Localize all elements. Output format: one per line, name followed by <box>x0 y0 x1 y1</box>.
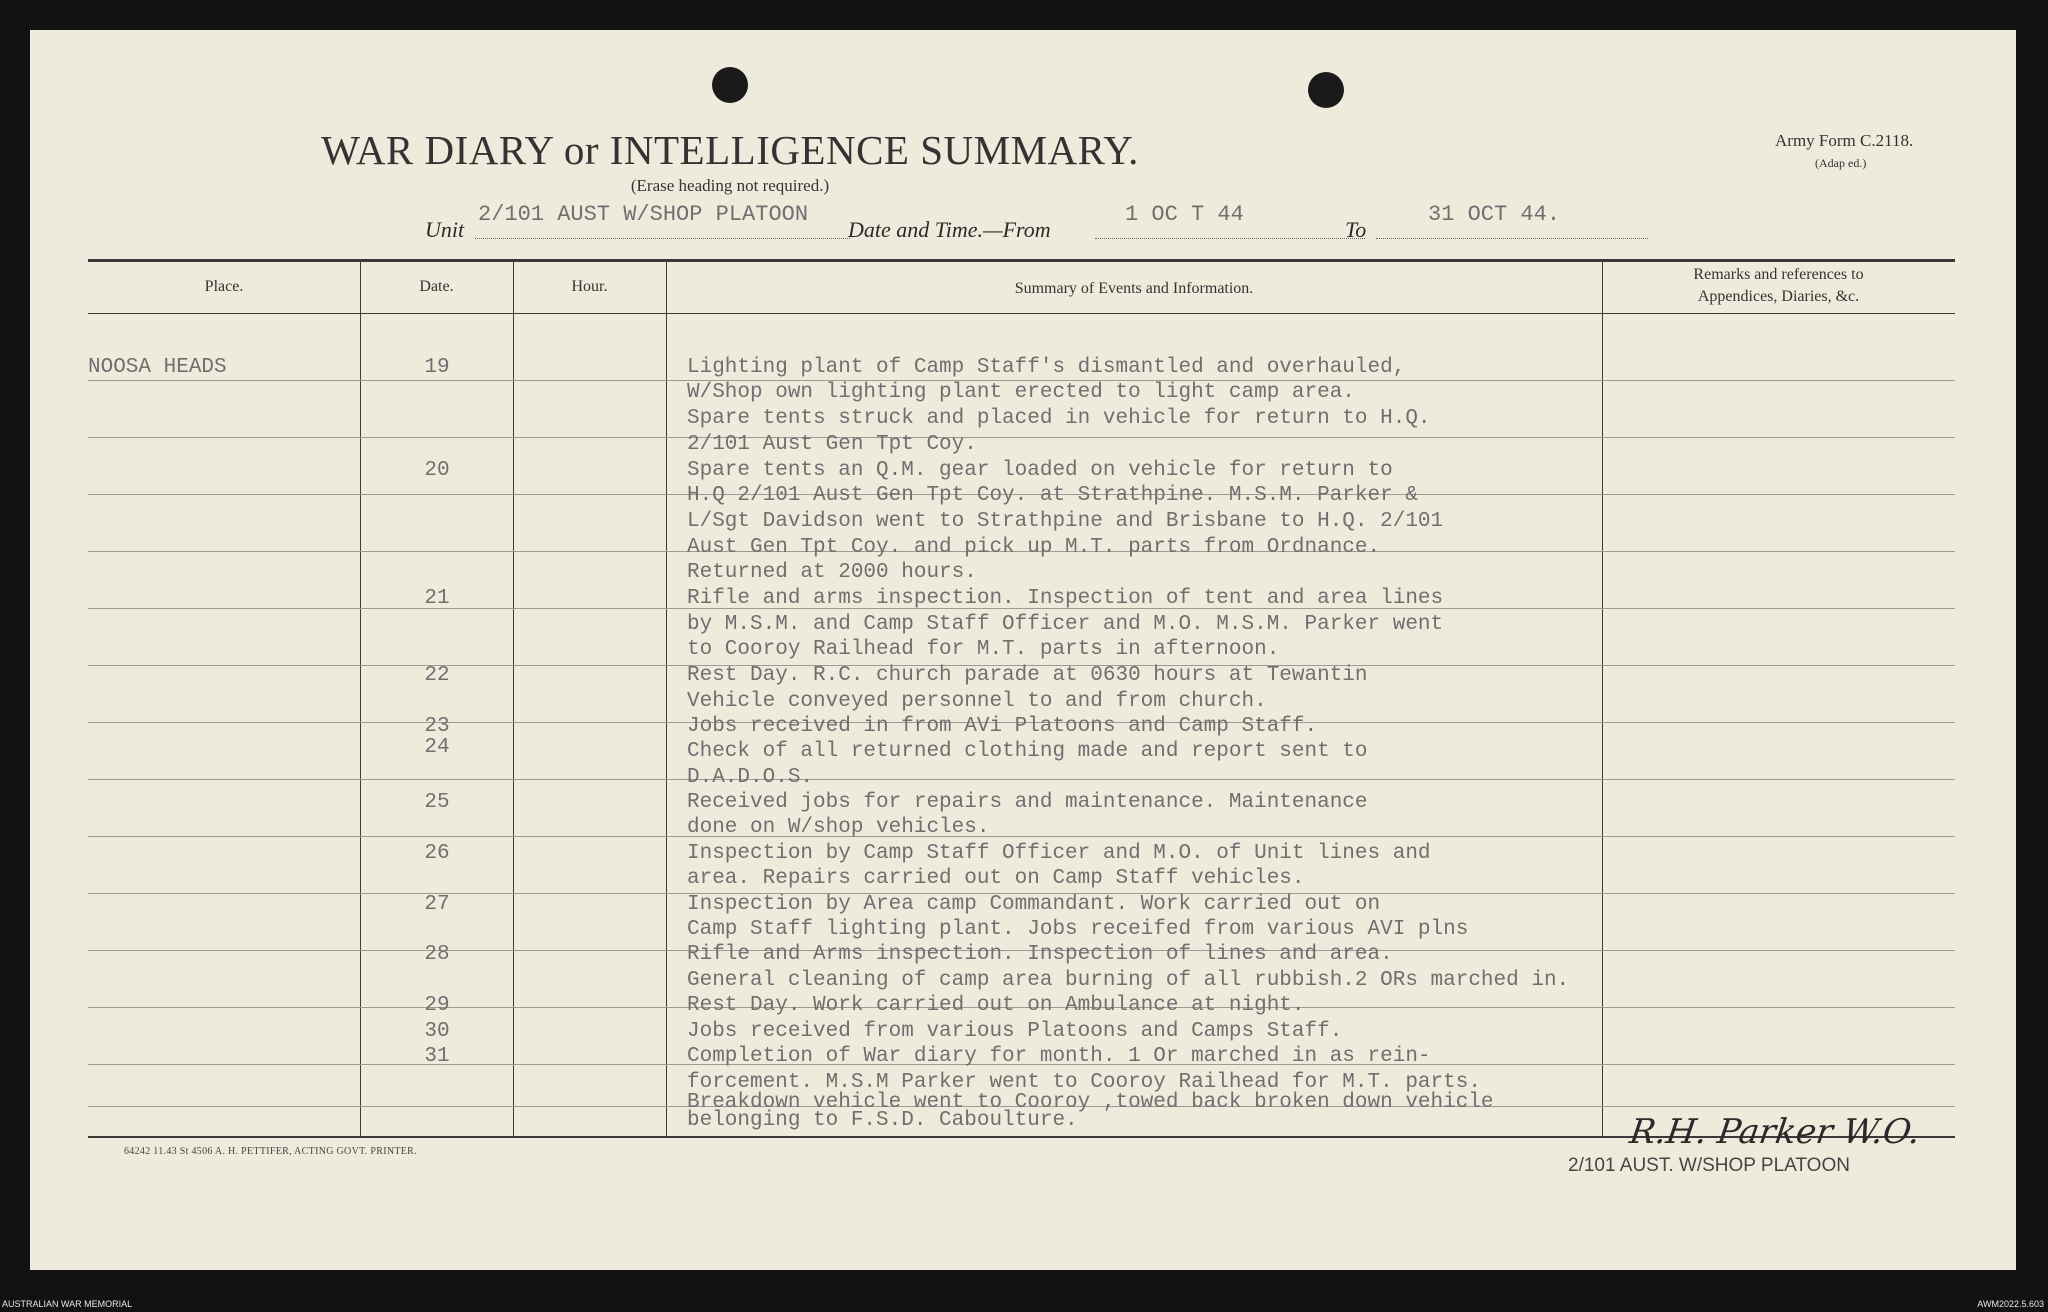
date-to-value: 31 OCT 44. <box>1428 202 1561 227</box>
summary-line: 2/101 Aust Gen Tpt Coy. <box>687 433 977 456</box>
punch-hole-right <box>1308 72 1344 108</box>
summary-line: Inspection by Area camp Commandant. Work carried out on <box>687 893 1381 916</box>
table-top-rule <box>88 259 1955 262</box>
col-header-remarks-line1: Remarks and references to <box>1693 266 1864 283</box>
col-header-place: Place. <box>204 278 244 295</box>
date-to-label: To <box>1345 217 1367 242</box>
summary-line: Rest Day. R.C. church parade at 0630 hours at Tewantin <box>687 664 1368 687</box>
date-cell: 19 <box>424 356 450 379</box>
summary-line: by M.S.M. and Camp Staff Officer and M.O. M.S.M. Parker went <box>687 613 1444 636</box>
form-title: WAR DIARY or INTELLIGENCE SUMMARY. <box>321 127 1139 173</box>
summary-line: belonging to F.S.D. Caboulture. <box>687 1109 1078 1132</box>
unit-label: Unit <box>425 217 465 242</box>
summary-line: Lighting plant of Camp Staff's dismantled and overhauled, <box>687 356 1406 379</box>
archive-caption: AUSTRALIAN WAR MEMORIAL <box>2 1299 133 1309</box>
summary-line: H.Q 2/101 Aust Gen Tpt Coy. at Strathpine. M.S.M. Parker & <box>687 484 1418 507</box>
date-cell: 31 <box>424 1045 450 1068</box>
date-from-label: Date and Time.—From <box>848 217 1051 242</box>
summary-line: D.A.D.O.S. <box>687 766 814 789</box>
summary-line: Vehicle conveyed personnel to and from church. <box>687 690 1267 713</box>
army-form-number: Army Form C.2118. <box>1775 131 1914 150</box>
date-cell: 29 <box>424 994 450 1017</box>
summary-line: Spare tents an Q.M. gear loaded on vehicle for return to <box>687 459 1393 482</box>
date-cell: 27 <box>424 893 450 916</box>
col-divider-3 <box>666 261 667 1137</box>
date-cell: 30 <box>424 1020 450 1043</box>
summary-line: Inspection by Camp Staff Officer and M.O. of Unit lines and <box>687 842 1431 865</box>
ruled-line <box>88 779 1955 780</box>
col-divider-1 <box>360 261 361 1137</box>
archive-reference: AWM2022.5.603 <box>1977 1299 2044 1309</box>
date-cell: 21 <box>424 587 450 610</box>
summary-line: Camp Staff lighting plant. Jobs receifed from various AVI plns <box>687 918 1469 941</box>
summary-line: W/Shop own lighting plant erected to light camp area. <box>687 381 1355 404</box>
unit-dotline <box>475 238 850 239</box>
summary-line: to Cooroy Railhead for M.T. parts in afternoon. <box>687 638 1280 661</box>
summary-line: Rifle and Arms inspection. Inspection of lines and area. <box>687 943 1393 966</box>
summary-line: area. Repairs carried out on Camp Staff vehicles. <box>687 867 1305 890</box>
summary-line: Rest Day. Work carried out on Ambulance at night. <box>687 994 1305 1017</box>
date-from-value: 1 OC T 44 <box>1125 202 1244 227</box>
summary-line: Jobs received in from AVi Platoons and Camp Staff. <box>687 715 1318 738</box>
date-to-dotline <box>1376 238 1648 239</box>
summary-line: Breakdown vehicle went to Cooroy ,towed back broken down vehicle <box>687 1091 1494 1114</box>
header-divider <box>88 313 1955 314</box>
summary-line: Returned at 2000 hours. <box>687 561 977 584</box>
summary-line: L/Sgt Davidson went to Strathpine and Brisbane to H.Q. 2/101 <box>687 510 1444 533</box>
col-header-hour: Hour. <box>571 278 608 295</box>
ruled-line <box>88 836 1955 837</box>
army-form-note: (Adap ed.) <box>1815 156 1867 170</box>
date-cell: 20 <box>424 459 450 482</box>
summary-line: done on W/shop vehicles. <box>687 816 990 839</box>
date-cell: 28 <box>424 943 450 966</box>
summary-line: Spare tents struck and placed in vehicle for return to H.Q. <box>687 407 1431 430</box>
form-subtitle: (Erase heading not required.) <box>630 176 830 195</box>
date-cell: 23 <box>424 715 450 738</box>
summary-line: Rifle and arms inspection. Inspection of tent and area lines <box>687 587 1444 610</box>
date-from-dotline <box>1095 238 1365 239</box>
printer-imprint: 64242 11.43 St 4506 A. H. PETTIFER, ACTING GOVT. PRINTER. <box>124 1146 417 1157</box>
unit-stamp: 2/101 AUST. W/SHOP PLATOON <box>1568 1155 1850 1176</box>
ruled-line <box>88 437 1955 438</box>
col-header-summary: Summary of Events and Information. <box>1014 280 1254 297</box>
place-value: NOOSA HEADS <box>88 356 227 379</box>
officer-signature: R.H. Parker W.O. <box>1627 1112 1923 1152</box>
date-cell: 24 <box>424 736 450 759</box>
col-header-remarks-line2: Appendices, Diaries, &c. <box>1697 288 1860 305</box>
summary-line: General cleaning of camp area burning of all rubbish.2 ORs marched in. <box>687 969 1570 992</box>
summary-line: Received jobs for repairs and maintenance. Maintenance <box>687 791 1368 814</box>
col-divider-2 <box>513 261 514 1137</box>
summary-line: forcement. M.S.M Parker went to Cooroy Railhead for M.T. parts. <box>687 1071 1481 1094</box>
unit-value: 2/101 AUST W/SHOP PLATOON <box>478 202 809 227</box>
summary-line: Completion of War diary for month. 1 Or marched in as rein- <box>687 1045 1431 1068</box>
summary-line: Jobs received from various Platoons and Camps Staff. <box>687 1020 1343 1043</box>
col-divider-4 <box>1602 261 1603 1137</box>
date-cell: 22 <box>424 664 450 687</box>
date-cell: 26 <box>424 842 450 865</box>
diary-sheet <box>30 30 2016 1270</box>
col-header-date: Date. <box>419 278 454 295</box>
punch-hole-left <box>712 67 748 103</box>
summary-line: Check of all returned clothing made and report sent to <box>687 740 1368 763</box>
date-cell: 25 <box>424 791 450 814</box>
summary-line: Aust Gen Tpt Coy. and pick up M.T. parts from Ordnance. <box>687 536 1381 559</box>
